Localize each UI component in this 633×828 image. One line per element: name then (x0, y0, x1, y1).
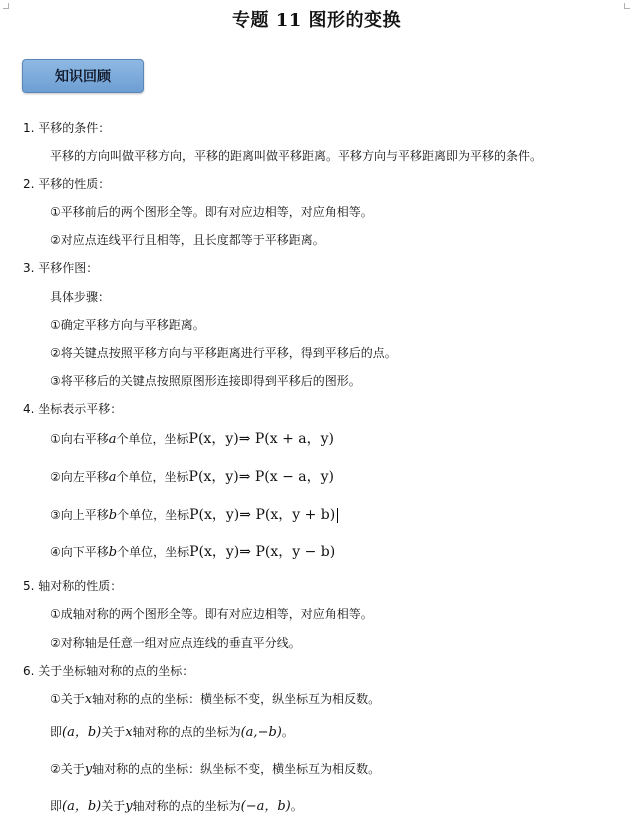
text-span: 个单位，坐标 (117, 545, 190, 559)
text-line (50, 691, 380, 708)
text-span: ①向右平移 (50, 432, 109, 446)
math-expr: (−a，b) (240, 799, 291, 814)
text-cursor (337, 508, 338, 523)
section-heading: 5. 轴对称的性质： (23, 579, 123, 593)
text-span: 即 (50, 799, 63, 813)
math-var: y (125, 799, 133, 814)
math-expr: (a,−b) (240, 725, 282, 740)
math-var: b (108, 508, 118, 523)
text-span: 轴对称的点的坐标为 (132, 725, 241, 739)
math-var: b (108, 545, 118, 560)
text-span: 轴对称的点的坐标：横坐标不变，纵坐标互为相反数。 (92, 692, 381, 706)
text-line: ①平移前后的两个图形全等。即有对应边相等，对应角相等。 (50, 205, 373, 219)
page-title: 专题 11 图形的变换 (231, 10, 402, 31)
math-formula: P(x，y)⇒ P(x，y − b) (189, 544, 336, 560)
text-span: 关于 (101, 799, 126, 813)
text-line: ①成轴对称的两个图形全等。即有对应边相等，对应角相等。 (50, 607, 373, 621)
formula-line (50, 431, 334, 448)
math-var: a (108, 470, 117, 485)
text-span: ④向下平移 (50, 545, 109, 559)
math-formula: P(x，y)⇒ P(x + a，y) (188, 431, 335, 447)
text-span: 个单位，坐标 (117, 508, 190, 522)
text-span: ①关于 (50, 692, 85, 706)
math-formula: P(x，y)⇒ P(x，y + b) (189, 507, 336, 523)
section-heading: 1. 平移的条件： (23, 121, 111, 135)
text-line: ③将平移后的关键点按照原图形连接即得到平移后的图形。 (50, 374, 361, 388)
text-span: ③向上平移 (50, 508, 109, 522)
text-line: ②对称轴是任意一组对应点连线的垂直平分线。 (50, 636, 301, 650)
math-var: y (84, 762, 93, 777)
math-var: x (84, 692, 93, 707)
text-span: 关于 (101, 725, 126, 739)
formula-line (50, 544, 335, 561)
text-span: 个单位，坐标 (116, 432, 189, 446)
text-line (50, 798, 303, 815)
text-line: 具体步骤： (50, 290, 111, 304)
formula-line (50, 469, 334, 486)
math-var: a (108, 432, 117, 447)
text-line (50, 724, 294, 741)
math-expr: (a，b) (62, 725, 102, 740)
section-heading: 3. 平移作图： (23, 261, 99, 275)
text-line: ①确定平移方向与平移距离。 (50, 318, 205, 332)
text-span: 即 (50, 725, 63, 739)
text-span: 。 (290, 799, 303, 813)
text-line: ②对应点连线平行且相等，且长度都等于平移距离。 (50, 233, 325, 247)
text-span: ②关于 (50, 762, 85, 776)
text-line: 平移的方向叫做平移方向，平移的距离叫做平移距离。平移方向与平移距离即为平移的条件。 (50, 149, 543, 163)
text-span: ②向左平移 (50, 470, 109, 484)
section-heading: 4. 坐标表示平移： (23, 402, 123, 416)
section-heading: 2. 平移的性质： (23, 177, 111, 191)
math-expr: (a，b) (62, 799, 102, 814)
text-span: 轴对称的点的坐标：纵坐标不变，横坐标互为相反数。 (92, 762, 381, 776)
text-span: 。 (281, 725, 294, 739)
text-line: ②将关键点按照平移方向与平移距离进行平移，得到平移后的点。 (50, 346, 397, 360)
formula-line (50, 507, 338, 524)
math-formula: P(x，y)⇒ P(x − a，y) (188, 469, 335, 485)
text-span: 个单位，坐标 (116, 470, 189, 484)
section-badge: 知识回顾 (22, 59, 144, 93)
section-heading: 6. 关于坐标轴对称的点的坐标： (23, 664, 195, 678)
text-span: 轴对称的点的坐标为 (132, 799, 241, 813)
math-var: x (125, 725, 133, 740)
text-line (50, 761, 380, 778)
